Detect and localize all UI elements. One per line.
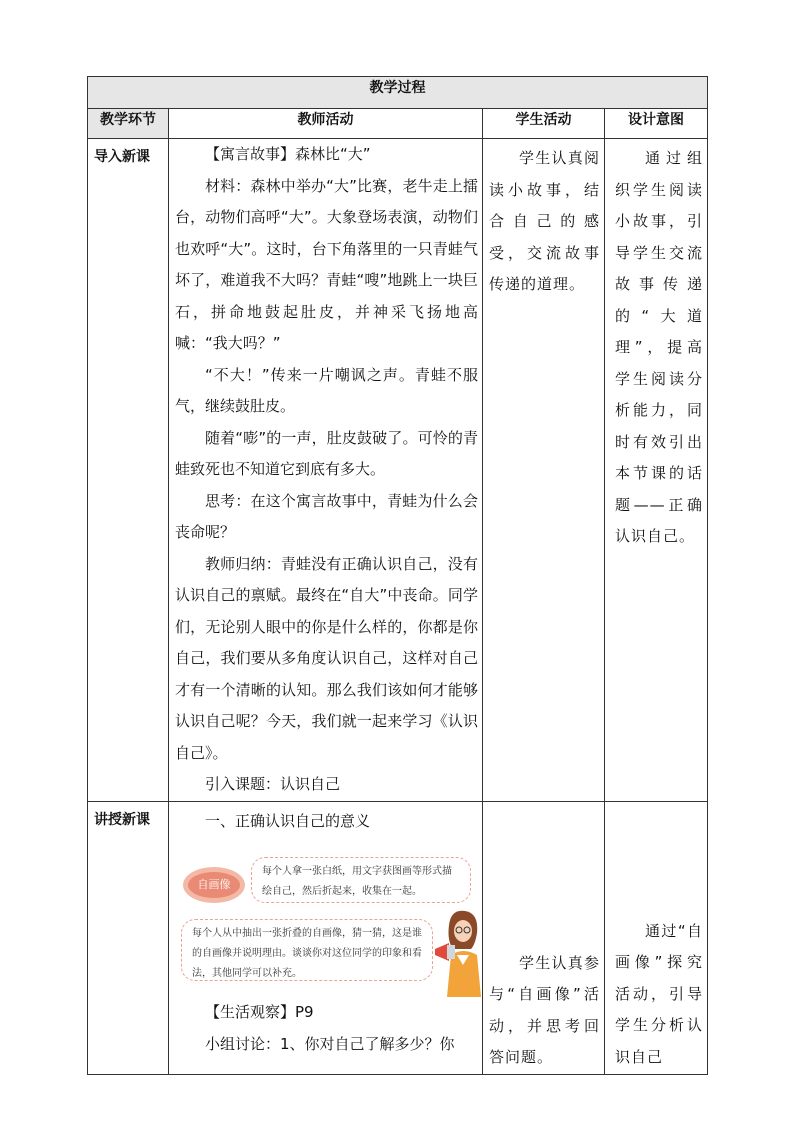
header-row [88,109,708,139]
intro-row [88,139,708,802]
life-observe: 【生活观察】P9 [205,1003,314,1021]
new-row [88,801,708,1074]
story-material: 材料：森林中举办“大”比赛，老牛走上擂台，动物们高呼“大”。大象登场表演，动物们也欢呼“大”。这时，台下角落里的一只青蛙气坏了，难道我不大吗？青蛙“嗖”地跳上一块巨石，拼命地鼓起肚皮，并神采飞扬地高喊：“我大吗？” [175,176,478,352]
self-portrait-figure [175,845,478,993]
instruction-bubble-1: 每个人拿一张白纸，用文字获图画等形式描绘自己，然后折起来，收集在一起。 [251,857,471,903]
teacher-summary: 教师归纳：青蛙没有正确认识自己，没有认识自己的禀赋。最终在“自大”中丧命。同学们，无论别人眼中的你是什么样的，你都是你自己，我们要从多角度认识自己，这样对自己才有一个清晰的认知。那么我们该如何才能够认识自己呢？今天，我们就一起来学习《认识自己》。 [175,554,478,762]
story-title: 【寓言故事】森林比“大” [205,145,371,163]
teacher-intro [169,139,483,802]
intent-intro [605,139,708,802]
student-new [483,801,605,1074]
teacher-megaphone-illustration [431,905,489,997]
section-heading: 一、正确认识自己的意义 [205,811,371,830]
student-intro-text: 学生认真阅读小故事，结合自己的感受，交流故事传递的道理。 [489,149,600,293]
segment-new: 讲授新课 [88,801,169,1074]
header-teacher: 教师活动 [169,109,483,139]
header-student: 学生活动 [483,109,605,139]
student-new-text: 学生认真参与“自画像”活动，并思考回答问题。 [489,953,600,1066]
intent-new-text: 通过“自画像”探究活动，引导学生分析认识自己 [615,921,703,1066]
student-intro [483,139,605,802]
title-row [88,77,708,109]
story-question: 思考：在这个寓言故事中，青蛙为什么会丧命呢？ [175,491,478,541]
topic-intro: 引入课题：认识自己 [205,775,341,793]
table-title: 教学过程 [88,77,708,109]
lesson-table [87,76,708,1075]
group-discussion: 小组讨论：1、你对自己了解多少？你 [205,1034,455,1053]
header-segment: 教学环节 [88,109,169,139]
header-intent: 设计意图 [605,109,708,139]
instruction-bubble-2: 每个人从中抽出一张折叠的自画像，猜一猜，这是谁的自画像并说明理由。谈谈你对这位同学的印象和看法，其他同学可以补充。 [181,919,433,981]
teacher-new [169,801,483,1074]
segment-intro: 导入新课 [88,139,169,802]
intent-new [605,801,708,1074]
self-portrait-badge: 自画像 [183,867,245,903]
story-para-2: “不大！”传来一片嘲讽之声。青蛙不服气，继续鼓肚皮。 [175,365,478,415]
story-para-3: 随着“嘭”的一声，肚皮鼓破了。可怜的青蛙致死也不知道它到底有多大。 [175,428,478,478]
intent-intro-text: 通过组织学生阅读小故事，引导学生交流故事传递的“大道理”，提高学生阅读分析能力，同时有效引出本节课的话题——正确认识自己。 [615,149,703,545]
